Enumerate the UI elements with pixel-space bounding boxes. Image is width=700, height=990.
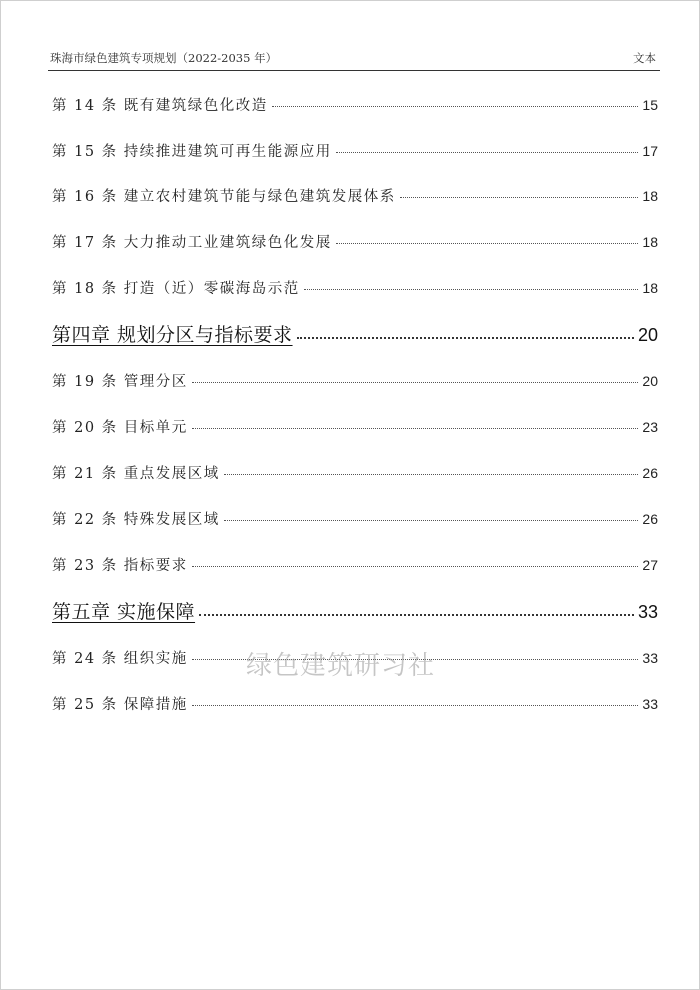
toc-entry-label: 第 20 条 目标单元: [52, 420, 188, 436]
header-title: 珠海市绿色建筑专项规划（2022-2035 年）: [50, 51, 278, 65]
toc-entry[interactable]: [52, 693, 658, 714]
toc-entry[interactable]: [52, 140, 658, 161]
toc-entry-page: 23: [642, 419, 658, 435]
toc-entry-label: 第 21 条 重点发展区域: [52, 466, 220, 482]
dot-leader: [192, 382, 639, 383]
toc-chapter-page: 33: [637, 602, 658, 622]
dot-leader: [297, 337, 634, 339]
toc-entry[interactable]: [52, 277, 658, 298]
toc-entry-label: 第 24 条 组织实施: [52, 651, 188, 667]
page-header: [48, 48, 660, 71]
toc-entry[interactable]: [52, 416, 658, 437]
dot-leader: [304, 289, 639, 290]
toc-chapter-label: 第五章 实施保障: [52, 601, 196, 623]
toc-entry-page: 18: [642, 234, 658, 250]
toc-entry-page: 17: [642, 143, 658, 159]
toc-entry-label: 第 15 条 持续推进建筑可再生能源应用: [52, 144, 332, 160]
dot-leader: [192, 428, 639, 429]
dot-leader: [400, 197, 639, 198]
toc-entry-label: 第 19 条 管理分区: [52, 374, 188, 390]
toc-entry-page: 33: [642, 696, 658, 712]
toc-entry[interactable]: [52, 231, 658, 252]
toc-entry-page: 18: [642, 188, 658, 204]
toc-chapter[interactable]: [52, 320, 658, 347]
toc-entry-label: 第 22 条 特殊发展区域: [52, 512, 220, 528]
toc-entry-label: 第 17 条 大力推动工业建筑绿色化发展: [52, 235, 332, 251]
dot-leader: [224, 474, 639, 475]
toc-entry[interactable]: [52, 554, 658, 575]
toc-entry[interactable]: [52, 370, 658, 391]
toc-chapter[interactable]: [52, 597, 658, 624]
toc-entry[interactable]: [52, 94, 658, 115]
dot-leader: [199, 614, 634, 616]
dot-leader: [272, 106, 639, 107]
toc-entry-page: 18: [642, 280, 658, 296]
toc-entry-page: 27: [642, 557, 658, 573]
toc-entry-label: 第 23 条 指标要求: [52, 558, 188, 574]
toc-entry-page: 33: [642, 650, 658, 666]
toc-entry[interactable]: [52, 185, 658, 206]
toc-entry-label: 第 18 条 打造（近）零碳海岛示范: [52, 281, 300, 297]
toc-entry-label: 第 25 条 保障措施: [52, 697, 188, 713]
toc-entry-page: 26: [642, 511, 658, 527]
toc-chapter-label: 第四章 规划分区与指标要求: [52, 324, 293, 346]
toc-entry[interactable]: [52, 462, 658, 483]
toc-entry-page: 26: [642, 465, 658, 481]
toc-entry[interactable]: [52, 508, 658, 529]
dot-leader: [192, 566, 639, 567]
header-section: 文本: [633, 51, 656, 65]
dot-leader: [336, 152, 639, 153]
toc-entry-page: 20: [642, 373, 658, 389]
dot-leader: [336, 243, 639, 244]
toc-entry-page: 15: [642, 97, 658, 113]
toc-entry-label: 第 14 条 既有建筑绿色化改造: [52, 98, 268, 114]
toc-chapter-page: 20: [637, 325, 658, 345]
toc-entry-label: 第 16 条 建立农村建筑节能与绿色建筑发展体系: [52, 189, 396, 205]
watermark-text: 绿色建筑研习社: [246, 651, 436, 681]
dot-leader: [192, 705, 639, 706]
dot-leader: [224, 520, 639, 521]
